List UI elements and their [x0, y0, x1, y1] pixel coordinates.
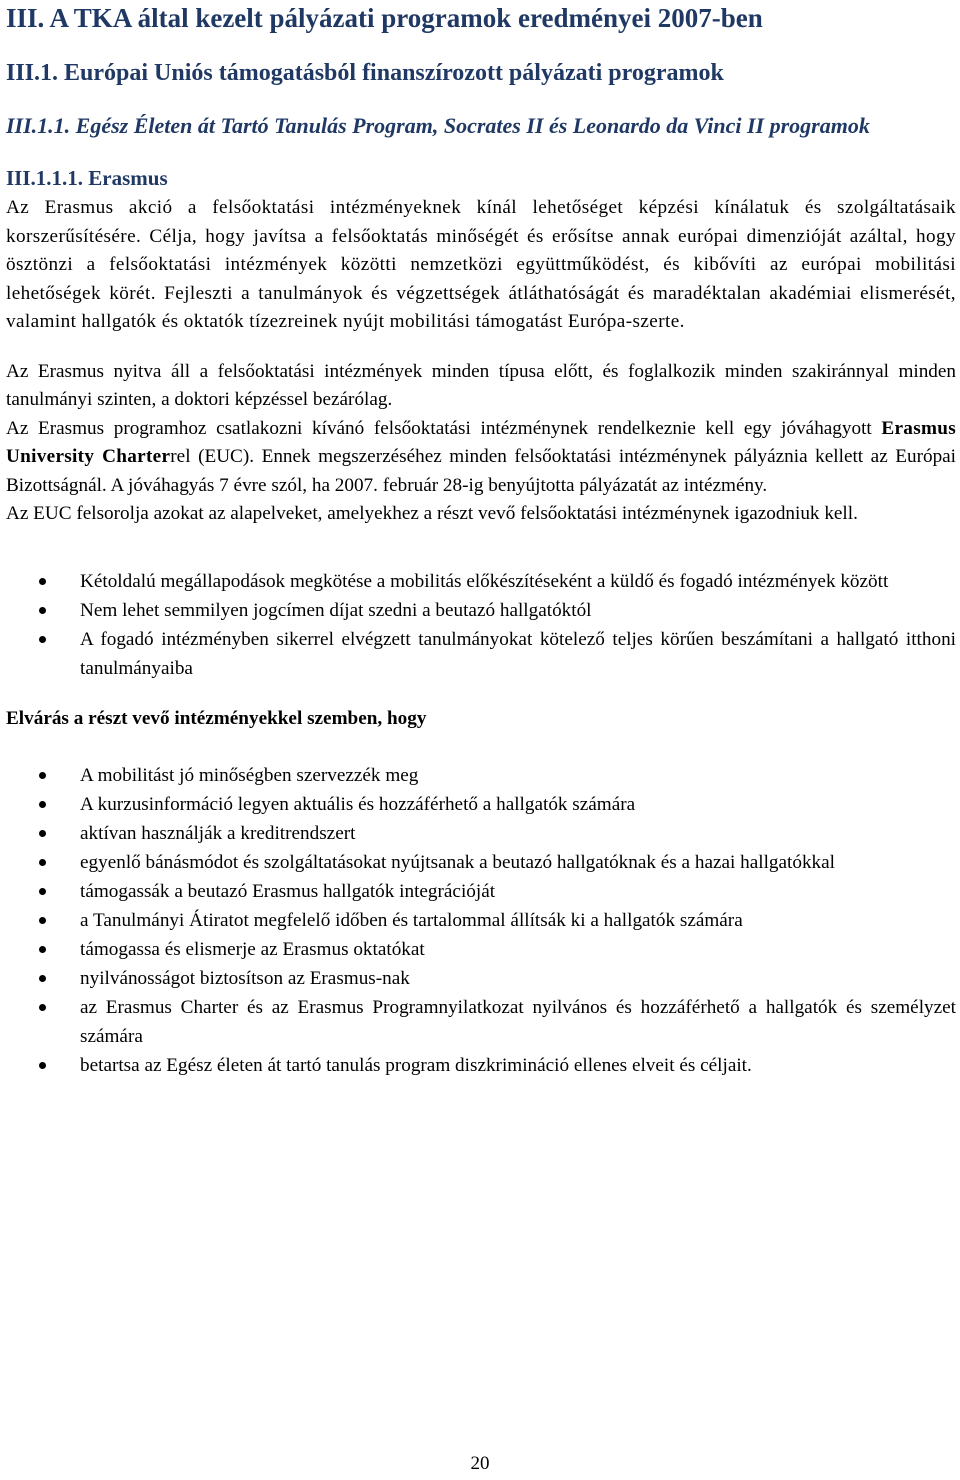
- principles-paragraph: Az EUC felsorolja azokat az alapelveket, amelyekhez a részt vevő felsőoktatási intézménynek igazodniuk kell.: [6, 503, 858, 524]
- charter-text-before: Az Erasmus programhoz csatlakozni kívánó felsőoktatási intézménynek rendelkeznie kell egy jóváhagyott: [6, 417, 882, 439]
- page-number: 20: [470, 1453, 490, 1474]
- charter-paragraph: [6, 415, 956, 501]
- charter-text-after: rel (EUC). Ennek megszerzéséhez minden felsőoktatási intézménynek pályáznia kellett az Európai Bizottságnál. A jóváhagyás 7 évre szól, ha 2007. február 28-ig benyújtotta pályázatát az intézmény.: [6, 446, 957, 496]
- section-heading: III.1. Európai Uniós támogatásból finanszírozott pályázati programok: [6, 60, 724, 86]
- list-item: Kétoldalú megállapodások megkötése a mobilitás előkészítéseként a küldő és fogadó intézmények között: [6, 567, 956, 596]
- list-item: Nem lehet semmilyen jogcímen díjat szedni a beutazó hallgatóktól: [6, 596, 956, 625]
- list-item: támogassa és elismerje az Erasmus oktatókat: [6, 935, 956, 964]
- list-item: A fogadó intézményben sikerrel elvégzett tanulmányokat kötelező teljes körűen beszámítani a hallgató itthoni tanulmányaiba: [6, 625, 956, 683]
- list-item: aktívan használják a kreditrendszert: [6, 819, 956, 848]
- open-paragraph: Az Erasmus nyitva áll a felsőoktatási intézmények minden típusa előtt, és foglalkozik minden szakiránnyal minden tanulmányi szinten, a doktori képzéssel bezárólag.: [6, 360, 956, 410]
- list-item: az Erasmus Charter és az Erasmus Programnyilatkozat nyilvános és hozzáférhető a hallgatók és személyzet számára: [6, 993, 956, 1051]
- document-page: [6, 0, 956, 1080]
- list-item: A kurzusinformáció legyen aktuális és hozzáférhető a hallgatók számára: [6, 790, 956, 819]
- chapter-heading: III. A TKA által kezelt pályázati programok eredményei 2007-ben: [6, 3, 763, 33]
- intro-paragraph: Az Erasmus akció a felsőoktatási intézményeknek kínál lehetőséget képzési kínálatuk és szolgáltatásaik korszerűsítésére. Célja, hogy javítsa a felsőoktatás minőségét és erősítse annak európai dimenzióját azáltal, hogy ösztönzi a felsőoktatási intézmények közötti nemzetközi együttműködést, és kibővíti az európai mobilitási lehetőségek körét. Fejleszti a tanulmányok és végzettségek átláthatóságát és maradéktalan akadémiai elismerését, valamint hallgatók és oktatók tízezreinek nyújt mobilitási támogatást Európa-szerte.: [6, 197, 956, 332]
- list-item: támogassák a beutazó Erasmus hallgatók integrációját: [6, 877, 956, 906]
- list-item: betartsa az Egész életen át tartó tanulás program diszkrimináció ellenes elveit és céljait.: [6, 1051, 956, 1080]
- expectations-label: Elvárás a részt vevő intézményekkel szemben, hogy: [6, 707, 427, 729]
- list-item: egyenlő bánásmódot és szolgáltatásokat nyújtsanak a beutazó hallgatóknak és a hazai hallgatókkal: [6, 848, 956, 877]
- list-item: A mobilitást jó minőségben szervezzék meg: [6, 761, 956, 790]
- subsection-heading: III.1.1. Egész Életen át Tartó Tanulás Program, Socrates II és Leonardo da Vinci II programok: [6, 113, 870, 138]
- list-item: nyilvánosságot biztosítson az Erasmus-nak: [6, 964, 956, 993]
- charter-name: Erasmus University Charter: [6, 417, 956, 467]
- principles-list: [6, 567, 956, 683]
- list-item: a Tanulmányi Átiratot megfelelő időben és tartalommal állítsák ki a hallgatók számára: [6, 906, 956, 935]
- expectations-list: [6, 761, 956, 1080]
- erasmus-heading: III.1.1.1. Erasmus: [6, 166, 168, 190]
